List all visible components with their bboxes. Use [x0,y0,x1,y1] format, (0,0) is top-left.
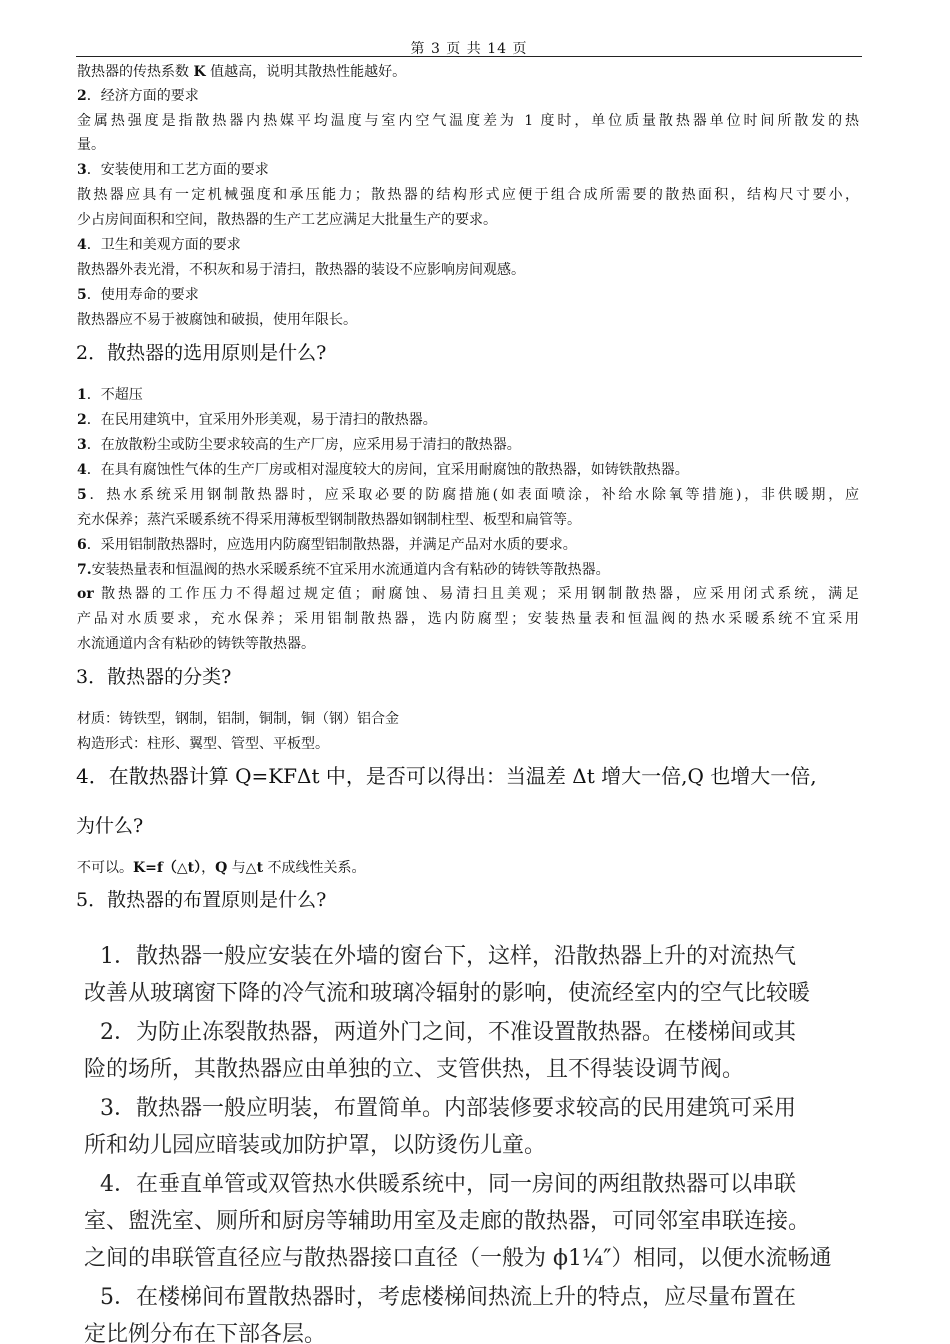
header-rule [76,56,862,57]
scanned-text-block [78,934,950,1344]
requirement-heading: 4．卫生和美观方面的要求 [77,237,241,253]
page-header: 第 3 页 共 14 页 [410,41,528,57]
list-item: 5．热水系统采用钢制散热器时，应采取必要的防腐措施(如表面喷涂，补给水除氧等措施)，非供暖期，应 [77,487,859,503]
or-summary: 产品对水质要求，充水保养；采用铝制散热器，选内防腐型；安装热量表和恒温阀的热水采暖系统不宜采用 [77,611,859,627]
requirement-heading: 2．经济方面的要求 [77,88,199,104]
classification-text: 材质：铸铁型，钢制，铝制，铜制，铜（钢）铝合金 [77,711,399,727]
list-item: 1．不超压 [77,387,143,403]
list-item: 2．在民用建筑中，宜采用外形美观，易于清扫的散热器。 [77,412,437,428]
scan-line: 室、盥洗室、厕所和厨房等辅助用室及走廊的散热器，可同邻室串联连接。 [84,1209,811,1234]
list-item: 7.安装热量表和恒温阀的热水采暖系统不宜采用水流通道内含有粘砂的铸铁等散热器。 [77,562,610,578]
requirement-text: 金属热强度是指散热器内热媒平均温度与室内空气温度差为 1 度时，单位质量散热器单位时间所散发的热 [77,113,859,129]
scan-line: 3．散热器一般应明装，布置简单。内部装修要求较高的民用建筑可采用 [78,1096,796,1121]
answer-text: 不可以。K=f（△t），Q 与△t 不成线性关系。 [77,860,366,876]
scan-line: 定比例分布在下部各层。 [84,1322,327,1344]
section-heading-q4: 4．在散热器计算 Q=KFΔt 中，是否可以得出：当温差 Δt 增大一倍,Q 也增大一倍, [76,764,817,788]
scan-line: 险的场所，其散热器应由单独的立、支管供热，且不得装设调节阀。 [84,1057,745,1082]
section-heading-q3: 3．散热器的分类? [76,666,232,688]
requirement-text: 散热器应不易于被腐蚀和破损，使用年限长。 [77,312,357,328]
scan-line: 改善从玻璃窗下降的冷气流和玻璃冷辐射的影响，使流经室内的空气比较暖 [84,981,811,1006]
section-heading-q2: 2．散热器的选用原则是什么? [76,342,327,364]
scan-line: 所和幼儿园应暗装或加防护罩，以防烫伤儿童。 [84,1133,547,1158]
k-value-sentence: 散热器的传热系数 K 值越高，说明其散热性能越好。 [77,64,407,80]
section-heading-q4-cont: 为什么? [76,815,144,837]
list-item: 6．采用铝制散热器时，应选用内防腐型铝制散热器，并满足产品对水质的要求。 [77,537,577,553]
list-item-continuation: 充水保养；蒸汽采暖系统不得采用薄板型钢制散热器如钢制柱型、板型和扁管等。 [77,512,581,528]
classification-text: 构造形式：柱形、翼型、管型、平板型。 [77,736,329,752]
scan-line: 2．为防止冻裂散热器，两道外门之间，不准设置散热器。在楼梯间或其 [78,1020,796,1045]
requirement-text: 散热器应具有一定机械强度和承压能力；散热器的结构形式应便于组合成所需要的散热面积，结构尺寸要小， [77,187,859,203]
or-summary: 水流通道内含有粘砂的铸铁等散热器。 [77,636,315,652]
scan-line: 4．在垂直单管或双管热水供暖系统中，同一房间的两组散热器可以串联 [78,1172,796,1197]
list-item: 4．在具有腐蚀性气体的生产厂房或相对湿度较大的房间，宜采用耐腐蚀的散热器，如铸铁散热器。 [77,462,689,478]
list-item: 3．在放散粉尘或防尘要求较高的生产厂房，应采用易于清扫的散热器。 [77,437,521,453]
scan-line: 5．在楼梯间布置散热器时，考虑楼梯间热流上升的特点，应尽量布置在 [78,1285,796,1310]
requirement-text: 散热器外表光滑，不积灰和易于清扫，散热器的装设不应影响房间观感。 [77,262,525,278]
scan-line: 1．散热器一般应安装在外墙的窗台下，这样，沿散热器上升的对流热气 [78,944,796,969]
requirement-text: 少占房间面积和空间，散热器的生产工艺应满足大批量生产的要求。 [77,212,497,228]
or-summary: or 散热器的工作压力不得超过规定值；耐腐蚀、易清扫且美观；采用钢制散热器，应采用闭式系统，满足 [77,586,859,602]
requirement-heading: 5．使用寿命的要求 [77,287,199,303]
scan-line: 之间的串联管直径应与散热器接口直径（一般为 ϕ1¼″）相同，以便水流畅通 [84,1246,832,1271]
requirement-heading: 3．安装使用和工艺方面的要求 [77,162,269,178]
requirement-text: 量。 [77,137,105,153]
section-heading-q5: 5．散热器的布置原则是什么? [76,889,327,911]
